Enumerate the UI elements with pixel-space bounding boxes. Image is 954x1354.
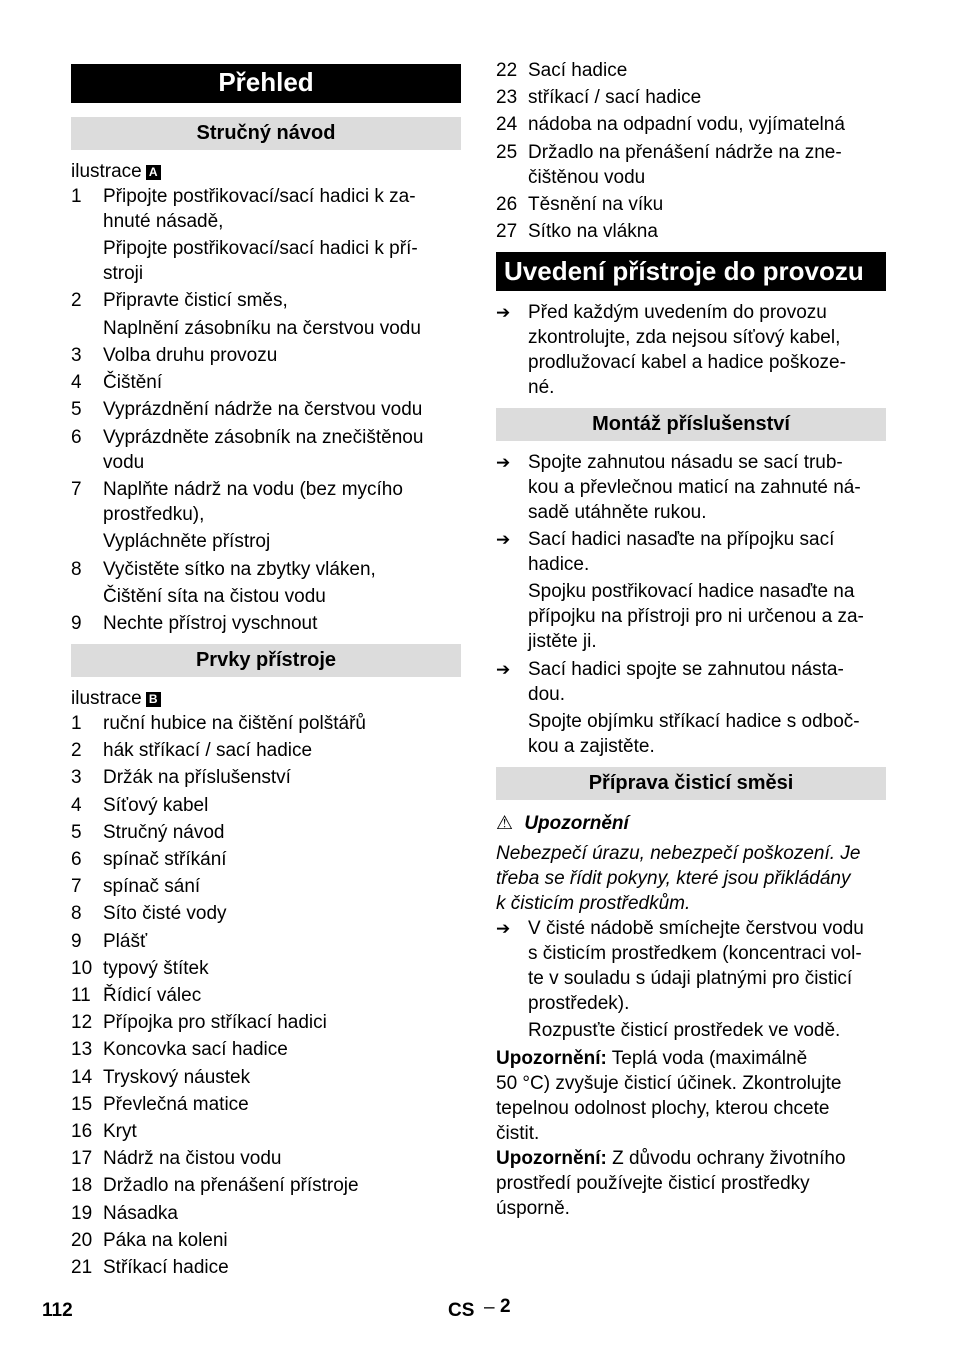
instruction-text: te v souladu s údaji platnými pro čisticí xyxy=(528,968,853,989)
item-number: 25 xyxy=(496,142,518,163)
list-item xyxy=(71,874,461,899)
note-text: 50 °C) zvyšuje čisticí účinek. Zkontrolujte xyxy=(496,1073,842,1094)
list-item xyxy=(71,983,461,1008)
note-label: Upozornění: xyxy=(496,1048,607,1069)
list-item xyxy=(71,1201,461,1226)
figure-label: ilustrace xyxy=(71,688,142,709)
item-text: Držadlo na přenášení nádrže na zne- xyxy=(528,142,842,163)
item-text: Naplnění zásobníku na čerstvou vodu xyxy=(103,318,421,339)
warning-text: třeba se řídit pokyny, které jsou přikládány xyxy=(496,868,851,889)
item-number: 21 xyxy=(71,1257,93,1278)
list-item xyxy=(71,1173,461,1198)
item-text: Přípojka pro stříkací hadici xyxy=(103,1012,327,1033)
accessory-step xyxy=(496,450,886,525)
item-number: 11 xyxy=(71,985,91,1006)
mix-step xyxy=(496,916,886,1043)
item-text: Stříkací hadice xyxy=(103,1257,229,1278)
item-number: 19 xyxy=(71,1203,93,1224)
warning-triangle-icon: ⚠ xyxy=(496,813,514,834)
list-item xyxy=(71,1119,461,1144)
section-number: 2 xyxy=(500,1296,511,1317)
item-text: Držadlo na přenášení přístroje xyxy=(103,1175,359,1196)
item-text: ruční hubice na čištění polštářů xyxy=(103,713,366,734)
item-number: 4 xyxy=(71,372,82,393)
item-number: 24 xyxy=(496,114,518,135)
item-text: Převlečná matice xyxy=(103,1094,249,1115)
instruction-text: dou. xyxy=(528,684,565,705)
overview-title: Přehled xyxy=(71,64,461,103)
list-item xyxy=(71,820,461,845)
item-text: Čištění síta na čistou vodu xyxy=(103,586,326,607)
instruction-text: zkontrolujte, zda nejsou síťový kabel, xyxy=(528,327,841,348)
instruction-text: Spojku postřikovací hadice nasaďte na xyxy=(528,581,855,602)
item-number: 4 xyxy=(71,795,82,816)
instruction-text: prostředek). xyxy=(528,993,630,1014)
list-item xyxy=(71,1037,461,1062)
warning-text: Nebezpečí úrazu, nebezpečí poškození. Je xyxy=(496,843,861,864)
instruction-text: jistěte ji. xyxy=(528,631,597,652)
note-text: tepelnou odolnost plochy, kterou chcete xyxy=(496,1098,830,1119)
item-number: 10 xyxy=(71,958,93,979)
item-number: 2 xyxy=(71,290,82,311)
instruction-text: Sací hadici nasaďte na přípojku sací xyxy=(528,529,835,550)
item-text: Plášť xyxy=(103,931,148,952)
accessories-heading: Montáž příslušenství xyxy=(496,408,886,441)
note-warm-water xyxy=(496,1046,807,1071)
item-text: Sítko na vlákna xyxy=(528,221,658,242)
note-text: Teplá voda (maximálně xyxy=(606,1048,808,1069)
item-number: 7 xyxy=(71,876,82,897)
parts-figure-ref xyxy=(71,686,161,711)
list-item xyxy=(496,112,886,137)
item-number: 18 xyxy=(71,1175,93,1196)
instruction-text: prodlužovací kabel a hadice poškoze- xyxy=(528,352,846,373)
list-item xyxy=(71,738,461,763)
item-text: Vyprázdněte zásobník na znečištěnou xyxy=(103,427,424,448)
note-text: čistit. xyxy=(496,1123,540,1144)
item-text: vodu xyxy=(103,452,145,473)
list-item xyxy=(71,288,461,340)
list-item xyxy=(71,611,461,636)
page-number: 112 xyxy=(42,1300,73,1321)
item-text: spínač sání xyxy=(103,876,201,897)
arrow-right-icon: ➔ xyxy=(496,919,511,938)
arrow-right-icon: ➔ xyxy=(496,453,511,472)
list-item xyxy=(496,192,886,217)
instruction-text: Rozpusťte čisticí prostředek ve vodě. xyxy=(528,1020,841,1041)
item-number: 9 xyxy=(71,613,82,634)
item-number: 5 xyxy=(71,822,82,843)
list-item xyxy=(71,847,461,872)
item-text: Páka na koleni xyxy=(103,1230,228,1251)
language-code: CS xyxy=(448,1300,475,1321)
device-parts-heading: Prvky přístroje xyxy=(71,644,461,677)
item-text: Volba druhu provozu xyxy=(103,345,278,366)
item-text: Sací hadice xyxy=(528,60,628,81)
list-item xyxy=(496,85,886,110)
accessory-step xyxy=(496,657,886,759)
item-text: Těsnění na víku xyxy=(528,194,664,215)
item-number: 12 xyxy=(71,1012,93,1033)
instruction-text: Spojte objímku stříkací hadice s odboč- xyxy=(528,711,860,732)
item-number: 5 xyxy=(71,399,82,420)
note-environment xyxy=(496,1146,846,1171)
figure-b-icon: B xyxy=(146,692,161,707)
item-text: Stručný návod xyxy=(103,822,225,843)
item-text: stroji xyxy=(103,263,144,284)
list-item xyxy=(71,765,461,790)
warning-text: k čisticím prostředkům. xyxy=(496,893,691,914)
list-item xyxy=(71,184,461,289)
intro-instruction xyxy=(496,300,886,400)
instruction-text: sadě utáhněte rukou. xyxy=(528,502,707,523)
instruction-text: přípojku na přístroji pro ni určenou a za- xyxy=(528,606,864,627)
item-text: spínač stříkání xyxy=(103,849,227,870)
instruction-text: s čisticím prostředkem (koncentraci vol- xyxy=(528,943,862,964)
instruction-text: Sací hadici spojte se zahnutou násta- xyxy=(528,659,844,680)
note-text: úsporně. xyxy=(496,1198,570,1219)
list-item xyxy=(496,219,886,244)
item-number: 20 xyxy=(71,1230,93,1251)
instruction-text: hadice. xyxy=(528,554,590,575)
instruction-text: Spojte zahnutou násadu se sací trub- xyxy=(528,452,843,473)
warning-title xyxy=(496,811,629,836)
list-item xyxy=(71,370,461,395)
item-number: 1 xyxy=(71,186,82,207)
list-item xyxy=(71,956,461,981)
list-item xyxy=(71,343,461,368)
start-up-title: Uvedení přístroje do provozu xyxy=(496,252,886,291)
item-text: typový štítek xyxy=(103,958,209,979)
item-text: Vypláchněte přístroj xyxy=(103,531,271,552)
list-item xyxy=(71,1228,461,1253)
note-label: Upozornění: xyxy=(496,1148,607,1169)
item-text: Síťový kabel xyxy=(103,795,209,816)
list-item xyxy=(71,425,461,475)
cleaning-mix-heading: Příprava čisticí směsi xyxy=(496,767,886,800)
list-item xyxy=(71,1146,461,1171)
quick-guide-heading: Stručný návod xyxy=(71,117,461,150)
item-number: 15 xyxy=(71,1094,93,1115)
instruction-text: né. xyxy=(528,377,555,398)
figure-label: ilustrace xyxy=(71,161,142,182)
list-item xyxy=(71,1065,461,1090)
item-number: 13 xyxy=(71,1039,93,1060)
quick-figure-ref xyxy=(71,159,161,184)
item-number: 8 xyxy=(71,559,82,580)
accessory-step xyxy=(496,527,886,656)
arrow-right-icon: ➔ xyxy=(496,660,511,679)
list-item xyxy=(71,477,461,554)
list-item xyxy=(71,901,461,926)
list-item xyxy=(71,557,461,609)
item-number: 26 xyxy=(496,194,518,215)
item-text: Koncovka sací hadice xyxy=(103,1039,288,1060)
item-text: Násadka xyxy=(103,1203,178,1224)
item-text: Připojte postřikovací/sací hadici k za- xyxy=(103,186,416,207)
item-number: 14 xyxy=(71,1067,93,1088)
item-number: 27 xyxy=(496,221,518,242)
item-number: 6 xyxy=(71,427,82,448)
list-item xyxy=(71,1010,461,1035)
item-text: Čištění xyxy=(103,372,163,393)
item-number: 8 xyxy=(71,903,82,924)
item-number: 7 xyxy=(71,479,82,500)
item-number: 3 xyxy=(71,345,82,366)
item-number: 23 xyxy=(496,87,518,108)
item-text: hnuté násadě, xyxy=(103,211,224,232)
item-text: prostředku), xyxy=(103,504,205,525)
list-item xyxy=(71,793,461,818)
item-text: Nechte přístroj vyschnout xyxy=(103,613,318,634)
list-item xyxy=(496,140,886,190)
item-number: 17 xyxy=(71,1148,93,1169)
item-number: 3 xyxy=(71,767,82,788)
instruction-text: kou a zajistěte. xyxy=(528,736,655,757)
item-number: 1 xyxy=(71,713,82,734)
item-text: stříkací / sací hadice xyxy=(528,87,702,108)
item-text: Nádrž na čistou vodu xyxy=(103,1148,282,1169)
item-number: 22 xyxy=(496,60,518,81)
item-number: 6 xyxy=(71,849,82,870)
item-number: 16 xyxy=(71,1121,93,1142)
item-text: čištěnou vodu xyxy=(528,167,646,188)
list-item xyxy=(71,1255,461,1280)
note-text: Z důvodu ochrany životního xyxy=(606,1148,846,1169)
note-text: prostředí používejte čisticí prostředky xyxy=(496,1173,810,1194)
item-number: 9 xyxy=(71,931,82,952)
item-text: hák stříkací / sací hadice xyxy=(103,740,313,761)
arrow-right-icon: ➔ xyxy=(496,303,511,322)
figure-a-icon: A xyxy=(146,165,161,180)
item-text: Síto čisté vody xyxy=(103,903,227,924)
item-text: Držák na příslušenství xyxy=(103,767,291,788)
item-number: 2 xyxy=(71,740,82,761)
list-item xyxy=(71,711,461,736)
footer-dash: – xyxy=(484,1297,495,1318)
item-text: Připravte čisticí směs, xyxy=(103,290,288,311)
instruction-text: Před každým uvedením do provozu xyxy=(528,302,827,323)
item-text: nádoba na odpadní vodu, vyjímatelná xyxy=(528,114,845,135)
item-text: Kryt xyxy=(103,1121,137,1142)
list-item xyxy=(71,929,461,954)
item-text: Naplňte nádrž na vodu (bez mycího xyxy=(103,479,403,500)
item-text: Připojte postřikovací/sací hadici k pří- xyxy=(103,238,418,259)
list-item xyxy=(71,1092,461,1117)
item-text: Tryskový náustek xyxy=(103,1067,251,1088)
instruction-text: V čisté nádobě smíchejte čerstvou vodu xyxy=(528,918,864,939)
warning-title-text: Upozornění xyxy=(524,813,629,834)
item-text: Vyprázdnění nádrže na čerstvou vodu xyxy=(103,399,423,420)
item-text: Řídicí válec xyxy=(103,985,202,1006)
list-item xyxy=(71,397,461,422)
item-text: Vyčistěte sítko na zbytky vláken, xyxy=(103,559,376,580)
instruction-text: kou a převlečnou maticí na zahnuté ná- xyxy=(528,477,861,498)
list-item xyxy=(496,58,886,83)
arrow-right-icon: ➔ xyxy=(496,530,511,549)
